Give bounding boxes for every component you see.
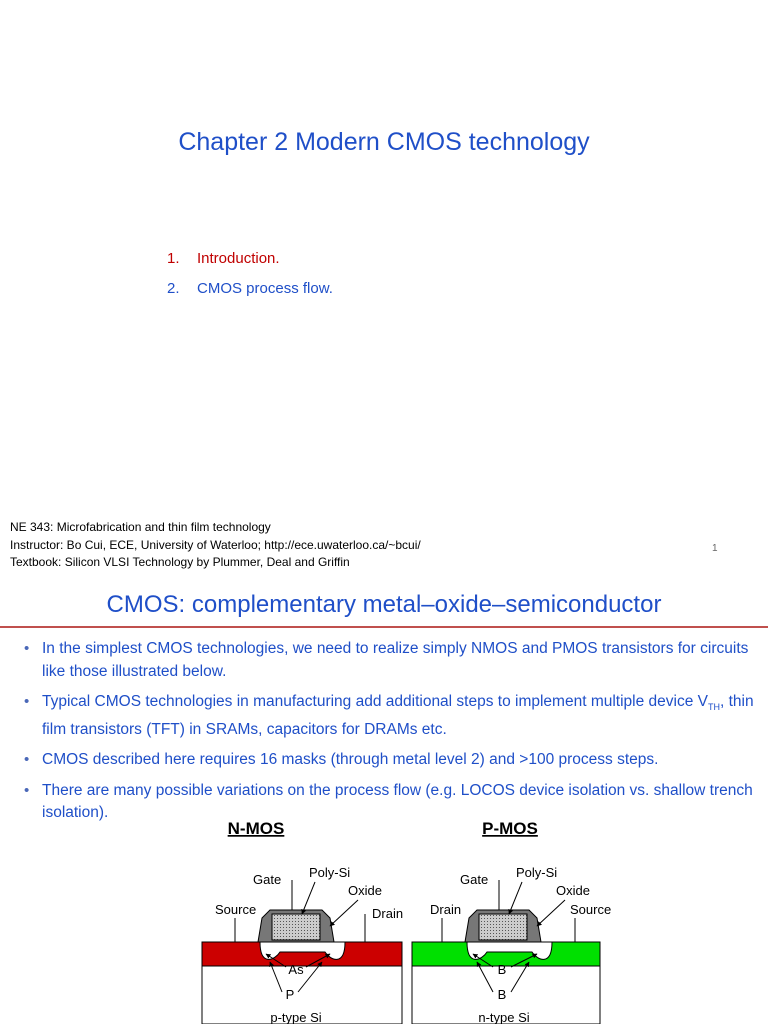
nmos-as-label: As bbox=[288, 962, 304, 977]
pmos-device bbox=[412, 822, 611, 1024]
nmos-polysi-label: Poly-Si bbox=[309, 865, 351, 880]
nmos-device bbox=[202, 822, 403, 1024]
pmos-gate-label: Gate bbox=[460, 872, 489, 887]
bullet-list bbox=[24, 638, 759, 833]
pmos-source-label: Source bbox=[570, 902, 612, 917]
bullet-text: In the simplest CMOS technologies, we need to realize simply NMOS and PMOS transistors for circuits like those illustrated below. bbox=[42, 640, 749, 680]
nmos-oxide-arrow bbox=[330, 900, 358, 926]
course-line: NE 343: Microfabrication and thin film technology bbox=[10, 520, 271, 534]
nmos-source-label: Source bbox=[215, 902, 257, 917]
textbook-line: Textbook: Silicon VLSI Technology by Plummer, Deal and Griffin bbox=[10, 555, 350, 569]
nmos-substrate-label: p-type Si bbox=[270, 1010, 322, 1024]
nmos-title: N-MOS bbox=[227, 822, 285, 838]
agenda-label: CMOS process flow. bbox=[197, 280, 333, 297]
nmos-drain-label: Drain bbox=[372, 906, 404, 921]
bullet-icon: • bbox=[24, 781, 30, 799]
cmos-cross-section-diagram bbox=[190, 822, 620, 1024]
bullet-item bbox=[24, 691, 759, 741]
title-divider bbox=[0, 626, 768, 628]
vth-subscript: TH bbox=[708, 702, 720, 713]
bullet-item bbox=[24, 638, 759, 683]
bullet-icon: • bbox=[24, 693, 30, 710]
agenda-number: 1. bbox=[167, 250, 180, 267]
page-number: 1 bbox=[712, 543, 718, 554]
bullet-icon: • bbox=[24, 751, 30, 769]
bullet-text: There are many possible variations on the process flow (e.g. LOCOS device isolation vs. shallow trench isolation). bbox=[42, 781, 753, 822]
bullet-text: CMOS described here requires 16 masks (through metal level 2) and >100 process steps. bbox=[42, 751, 659, 769]
pmos-oxide-arrow bbox=[537, 900, 565, 926]
nmos-p-label: P bbox=[285, 987, 295, 1002]
slide-footer bbox=[10, 519, 421, 572]
nmos-oxide-label: Oxide bbox=[348, 883, 382, 898]
agenda-number: 2. bbox=[167, 280, 180, 297]
slide-2 bbox=[0, 590, 768, 1024]
bullet-text-cont: , thin film transistors (TFT) in SRAMs, capacitors for DRAMs etc. bbox=[42, 693, 754, 738]
nmos-polysi-arrow bbox=[302, 882, 315, 914]
bullet-icon: • bbox=[24, 640, 30, 657]
pmos-polysi-arrow bbox=[509, 882, 522, 914]
instructor-line: Instructor: Bo Cui, ECE, University of Waterloo; http://ece.uwaterloo.ca/~bcui/ bbox=[10, 537, 421, 552]
nmos-polysi-gate bbox=[272, 914, 320, 940]
slide-title: CMOS: complementary metal–oxide–semiconductor bbox=[106, 591, 662, 618]
bullet-item bbox=[24, 749, 759, 772]
pmos-title: P-MOS bbox=[482, 822, 538, 838]
pmos-substrate-label: n-type Si bbox=[478, 1010, 530, 1024]
agenda-list bbox=[167, 250, 333, 310]
slide-title: Chapter 2 Modern CMOS technology bbox=[178, 128, 590, 156]
agenda-item-process-flow bbox=[167, 280, 333, 310]
bullet-text: Typical CMOS technologies in manufacturing add additional steps to implement multiple device V bbox=[42, 693, 708, 710]
pmos-oxide-label: Oxide bbox=[556, 883, 590, 898]
bullet-item bbox=[24, 780, 759, 825]
nmos-gate-label: Gate bbox=[253, 872, 282, 887]
pmos-drain-label: Drain bbox=[430, 902, 462, 917]
agenda-item-introduction bbox=[167, 250, 333, 280]
pmos-b-label-lower: B bbox=[497, 987, 507, 1002]
pmos-b-label-upper: B bbox=[497, 962, 507, 977]
pmos-polysi-gate bbox=[479, 914, 527, 940]
agenda-label: Introduction. bbox=[197, 250, 280, 267]
pmos-polysi-label: Poly-Si bbox=[516, 865, 558, 880]
